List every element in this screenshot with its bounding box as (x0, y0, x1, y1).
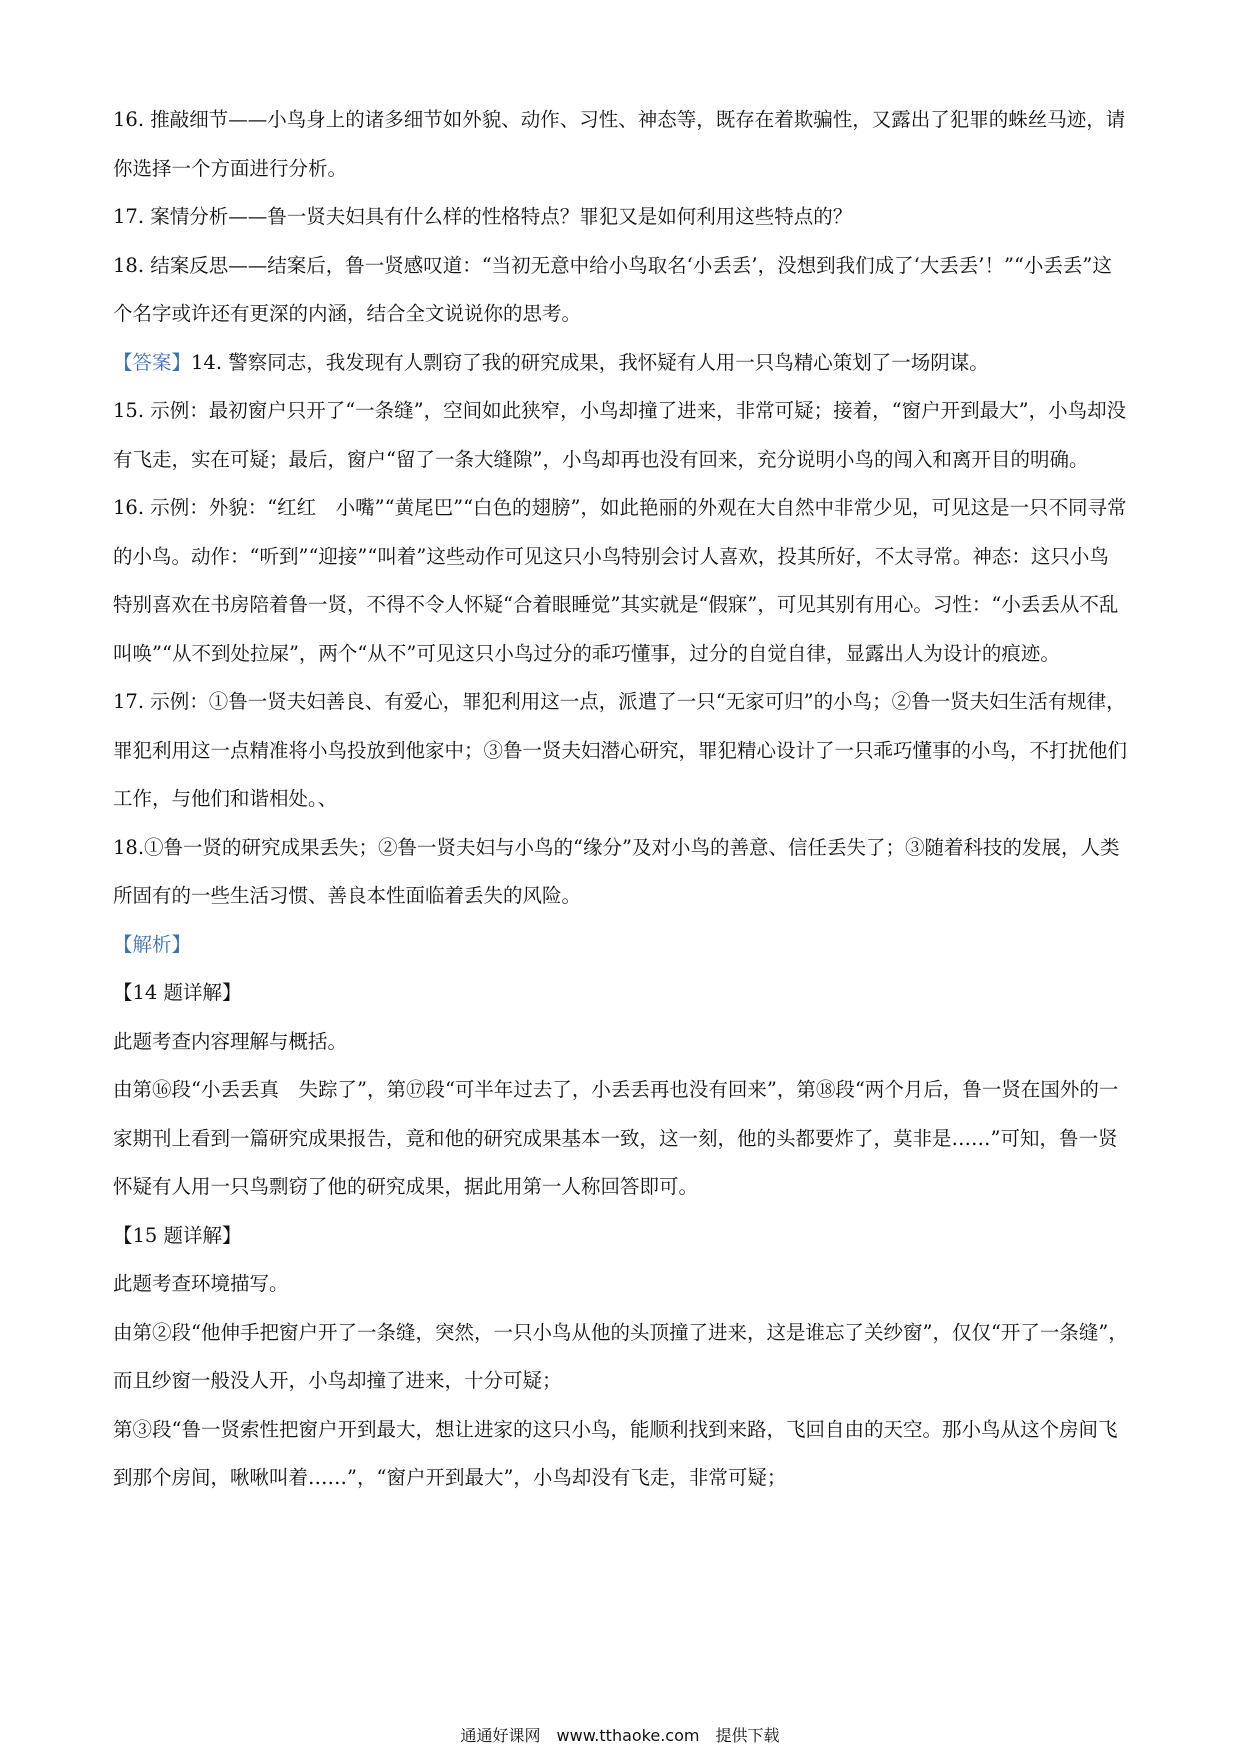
analysis-14-heading: 【14 题详解】 (113, 981, 242, 1004)
answer-15: 15. 示例：最初窗户只开了“一条缝”，空间如此狭窄，小鸟却撞了进来，非常可疑；接着，“窗户开到最大”，小鸟却没有飞走，实在可疑；最后，窗户“留了一条大缝隙”，小鸟却再也没有回来，充分说明小鸟的闯入和离开目的明确。 (113, 399, 1127, 471)
analysis-15-detail-2: 第③段“鲁一贤索性把窗户开到最大，想让进家的这只小鸟，能顺利找到来路，飞回自由的天空。那小鸟从这个房间飞到那个房间，啾啾叫着……”，“窗户开到最大”，小鸟却没有飞走，非常可疑； (113, 1417, 1118, 1489)
question-16: 16. 推敲细节——小鸟身上的诸多细节如外貌、动作、习性、神态等，既存在着欺骗性，又露出了犯罪的蛛丝马迹，请你选择一个方面进行分析。 (113, 108, 1126, 180)
analysis-14-topic: 此题考查内容理解与概括。 (113, 1029, 348, 1053)
answer-14-text: 14. 警察同志，我发现有人剽窃了我的研究成果，我怀疑有人用一只鸟精心策划了一场阴谋。 (191, 350, 989, 374)
question-17: 17. 案情分析——鲁一贤夫妇具有什么样的性格特点？罪犯又是如何利用这些特点的？ (113, 205, 853, 228)
answer-14 (113, 339, 1128, 388)
analysis-15-topic: 此题考查环境描写。 (113, 1272, 289, 1295)
page-footer: 通通好课网 www.tthaoke.com 提供下载 (460, 1726, 780, 1745)
answer-tag: 【答案】 (113, 350, 192, 374)
analysis-15-heading: 【15 题详解】 (113, 1223, 242, 1247)
question-18: 18. 结案反思——结案后，鲁一贤感叹道：“当初无意中给小鸟取名‘小丢丢’，没想到我们成了‘大丢丢’！”“小丢丢”这个名字或许还有更深的内涵，结合全文说说你的思考。 (113, 253, 1112, 325)
analysis-15-detail-1: 由第②段“他伸手把窗户开了一条缝，突然，一只小鸟从他的头顶撞了进来，这是谁忘了关纱窗”，仅仅“开了一条缝”，而且纱窗一般没人开，小鸟却撞了进来，十分可疑； (113, 1320, 1128, 1392)
document-body (113, 96, 1128, 1503)
analysis-tag: 【解析】 (113, 932, 192, 956)
answer-16: 16. 示例：外貌：“红红 小嘴”“黄尾巴”“白色的翅膀”，如此艳丽的外观在大自然中非常少见，可见这是一只不同寻常的小鸟。动作：“听到”“迎接”“叫着”这些动作可见这只小鸟特别会讨人喜欢，投其所好，不太寻常。神态：这只小鸟特别喜欢在书房陪着鲁一贤，不得不令人怀疑“合着眼睡觉”其实就是“假寐”，可见其别有用心。习性：“小丢丢从不乱叫唤”“从不到处拉屎”，两个“从不”可见这只小鸟过分的乖巧懂事，过分的自觉自律，显露出人为设计的痕迹。 (113, 496, 1127, 665)
analysis-14-detail: 由第⑯段“小丢丢真 失踪了”，第⑰段“可半年过去了，小丢丢再也没有回来”，第⑱段“两个月后，鲁一贤在国外的一家期刊上看到一篇研究成果报告，竟和他的研究成果基本一致，这一刻，他的头都要炸了，莫非是……”可知，鲁一贤怀疑有人用一只鸟剽窃了他的研究成果，据此用第一人称回答即可。 (113, 1078, 1119, 1198)
answer-17: 17. 示例：①鲁一贤夫妇善良、有爱心，罪犯利用这一点，派遣了一只“无家可归”的小鸟；②鲁一贤夫妇生活有规律，罪犯利用这一点精准将小鸟投放到他家中；③鲁一贤夫妇潜心研究，罪犯精心设计了一只乖巧懂事的小鸟，不打扰他们工作，与他们和谐相处。、 (113, 690, 1128, 810)
answer-18: 18.①鲁一贤的研究成果丢失；②鲁一贤夫妇与小鸟的“缘分”及对小鸟的善意、信任丢失了；③随着科技的发展，人类所固有的一些生活习惯、善良本性面临着丢失的风险。 (113, 835, 1120, 907)
